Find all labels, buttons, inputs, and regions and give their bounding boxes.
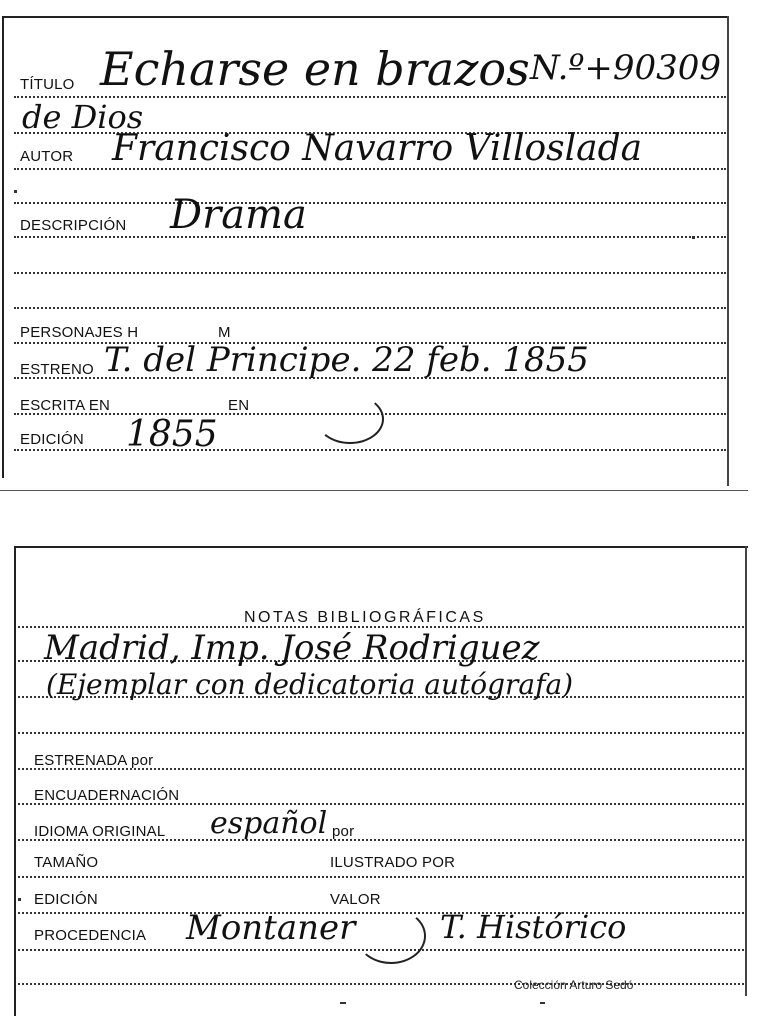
descripcion-label: DESCRIPCIÓN [20, 217, 127, 234]
card-border-top [2, 16, 727, 18]
card-border-top [14, 546, 748, 548]
rule-line [14, 307, 726, 309]
card-border-right [727, 16, 729, 486]
escrita-en-place-label: EN [228, 397, 250, 414]
card-border-left [14, 546, 16, 1016]
titulo-value: Echarse en brazos [100, 42, 530, 96]
punch-hole-mark [356, 908, 426, 964]
tamano-label: TAMAÑO [34, 854, 99, 871]
estreno-value: T. del Principe. 22 feb. 1855 [104, 340, 589, 380]
idioma-original-label: IDIOMA ORIGINAL [34, 823, 166, 840]
descripcion-value: Drama [170, 192, 307, 238]
idioma-por-label: por [332, 823, 355, 840]
catalog-card-back [0, 540, 759, 1028]
rule-line [14, 202, 726, 204]
edicion-label: EDICIÓN [34, 891, 98, 908]
personajes-h-label: PERSONAJES H [20, 324, 139, 341]
idioma-original-value: español [210, 806, 328, 841]
scan-speck [14, 190, 17, 193]
rule-line [14, 236, 726, 238]
card-border-left [2, 16, 4, 478]
titulo-label: TÍTULO [20, 76, 75, 93]
autor-label: AUTOR [20, 148, 74, 165]
collection-footer: Colección Arturo Sedó [514, 978, 634, 992]
rule-line [18, 732, 744, 734]
personajes-m-label: M [218, 324, 231, 341]
escrita-en-label: ESCRITA EN [20, 397, 111, 414]
rule-line [14, 449, 726, 451]
rule-line [18, 983, 744, 985]
rule-line [18, 876, 744, 878]
encuadernacion-label: ENCUADERNACIÓN [34, 787, 180, 804]
estreno-label: ESTRENO [20, 361, 94, 378]
notas-bibliograficas-title: NOTAS BIBLIOGRÁFICAS [244, 609, 486, 626]
autor-value: Francisco Navarro Villoslada [112, 128, 643, 169]
scan-speck [340, 1002, 346, 1004]
notes-line-2: (Ejemplar con dedicatoria autógrafa) [46, 668, 574, 701]
card-border-right [745, 546, 747, 996]
scan-speck [18, 898, 21, 901]
procedencia-label: PROCEDENCIA [34, 927, 147, 944]
procedencia-value: Montaner [186, 908, 356, 948]
procedencia-value-2: T. Histórico [440, 908, 627, 946]
ilustrado-por-label: ILUSTRADO POR [330, 854, 456, 871]
edicion-label: EDICIÓN [20, 431, 84, 448]
catalog-card-front [0, 0, 759, 495]
estrenada-por-label: ESTRENADA por [34, 752, 154, 769]
notes-line-1: Madrid, Imp. José Rodriguez [44, 628, 540, 668]
titulo-value-continued: de Dios [22, 98, 144, 136]
registration-number: N.º+90309 [530, 48, 722, 88]
edicion-value: 1855 [126, 414, 218, 455]
card-border-bottom [0, 490, 748, 491]
punch-hole-mark [316, 394, 384, 444]
rule-line [14, 272, 726, 274]
scan-speck [692, 236, 695, 239]
scan-speck [540, 1002, 545, 1004]
valor-label: VALOR [330, 891, 381, 908]
